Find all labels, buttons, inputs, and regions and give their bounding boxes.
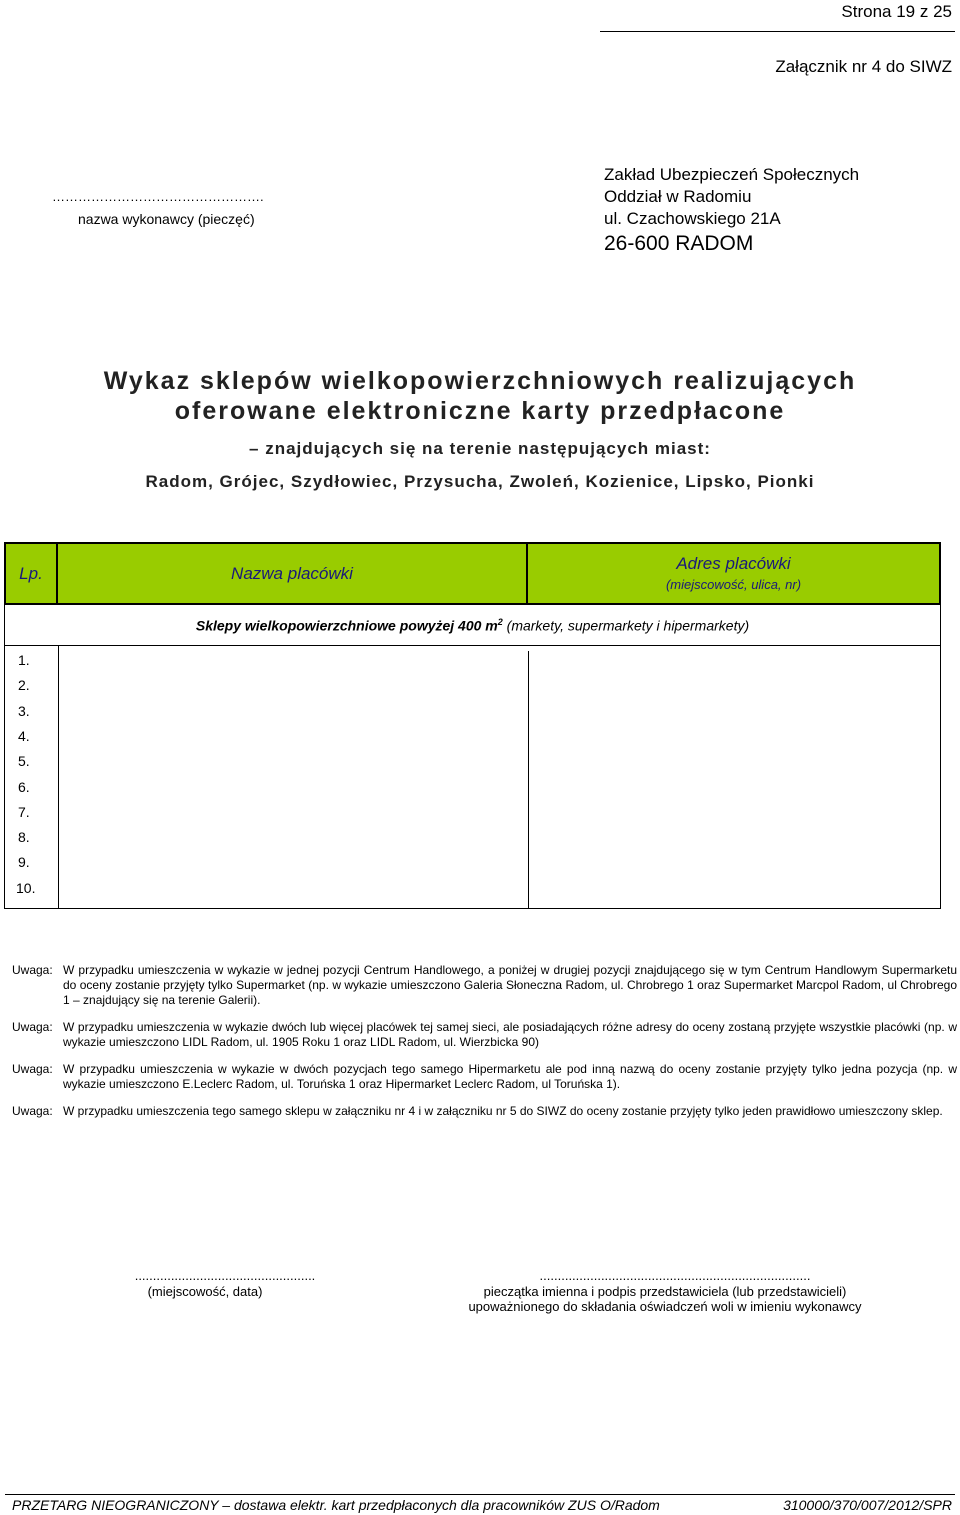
place-date-field: .................................................. <box>134 1268 316 1283</box>
contractor-label: nazwa wykonawcy (pieczęć) <box>78 211 255 227</box>
table-row <box>4 798 941 823</box>
table-row <box>4 697 941 722</box>
note-label: Uwaga: <box>12 963 53 977</box>
row-number: 7. <box>18 803 30 820</box>
footer-reference-number: 310000/370/007/2012/SPR <box>783 1497 952 1513</box>
table-body <box>4 646 941 909</box>
row-number: 8. <box>18 829 30 846</box>
note-label: Uwaga: <box>12 1020 53 1034</box>
row-number: 9. <box>18 854 30 871</box>
section-row <box>4 605 941 646</box>
column-header-name-label: Nazwa placówki <box>231 564 353 583</box>
table-row <box>4 773 941 798</box>
footer-rule <box>5 1494 955 1495</box>
note-text: W przypadku umieszczenia w wykazie dwóch lub więcej placówek tej samej sieci, ale posiadających różne adresy do oceny zostaną przyjęte wszystkie placówki (np. w wykazie umieszczono LIDL Radom, ul. 1905 Roku 1 oraz LIDL Radom, ul. Wierzbicka 90) <box>63 1020 957 1049</box>
recipient-line-1: Zakład Ubezpieczeń Społecznych <box>604 165 860 184</box>
table-row <box>4 747 941 772</box>
note-text: W przypadku umieszczenia tego samego sklepu w załączniku nr 4 i w załączniku nr 5 do SIWZ do oceny zostanie przyjęty tylko jeden prawidłowo umieszczony sklep. <box>63 1104 943 1118</box>
row-number: 3. <box>18 702 30 719</box>
section-title-bold: Sklepy wielkopowierzchniowe powyżej 400 m <box>195 617 498 634</box>
note-text: W przypadku umieszczenia w wykazie w jednej pozycji Centrum Handlowego, a poniżej w drugiej pozycji znajdującego się w tym Centrum Handlowym Supermarketu do oceny zostanie przyjęty tylko Supermarket (np. w wykazie umieszczono Galeria Słoneczna Radom, ul. Chrobrego 1 oraz Supermarket Marcpol Radom, ul Chrobrego 1 – znajdujący się na terenie Galerii). <box>63 963 957 1007</box>
annex-label: Załącznik nr 4 do SIWZ <box>775 57 952 76</box>
table-row <box>4 823 941 848</box>
table-bottom-border <box>4 908 941 909</box>
table-row <box>4 722 941 747</box>
document-title-cities: Radom, Grójec, Szydłowiec, Przysucha, Zwoleń, Kozienice, Lipsko, Pionki <box>145 472 815 491</box>
row-number: 4. <box>18 727 30 744</box>
row-number: 10. <box>16 879 36 896</box>
note-2 <box>12 1020 957 1050</box>
header-rule <box>600 31 955 32</box>
page-number: Strona 19 z 25 <box>841 2 952 21</box>
section-title-sup: 2 <box>497 617 503 627</box>
table-row <box>4 671 941 696</box>
document-title-line-2: oferowane elektroniczne karty przedpłacone <box>174 397 786 425</box>
row-number: 5. <box>18 753 30 770</box>
table-row <box>4 874 941 899</box>
note-text: W przypadku umieszczenia w wykazie w dwóch pozycjach tego samego Hipermarketu ale pod inną nazwą do oceny zostanie przyjęty tylko jedna pozycja (np. w wykazie umieszczono E.Leclerc Radom, ul. Toruńska 1 oraz Hipermarket Leclerc Radom, ul Toruńska 1). <box>63 1062 957 1091</box>
column-header-address-sub: (miejscowość, ulica, nr) <box>665 577 802 592</box>
recipient-line-3: ul. Czachowskiego 21A <box>604 209 781 228</box>
signature-label-2: upoważnionego do składania oświadczeń woli w imieniu wykonawcy <box>468 1299 862 1314</box>
place-date-label: (miejscowość, data) <box>147 1284 263 1299</box>
signature-field: ........................................................................... <box>539 1268 811 1283</box>
note-label: Uwaga: <box>12 1062 53 1076</box>
column-header-address <box>528 542 941 605</box>
note-label: Uwaga: <box>12 1104 53 1118</box>
recipient-line-2: Oddział w Radomiu <box>604 187 752 206</box>
document-title-line-3: – znajdujących się na terenie następujących miast: <box>249 439 711 458</box>
signature-label-1: pieczątka imienna i podpis przedstawiciela (lub przedstawicieli) <box>483 1284 847 1299</box>
column-header-lp <box>4 542 58 605</box>
document-title-line-1: Wykaz sklepów wielkopowierzchniowych realizujących <box>103 367 857 395</box>
table-row <box>4 646 941 671</box>
contractor-name-field: …………………………………………. <box>52 189 264 204</box>
note-3 <box>12 1062 957 1092</box>
row-number: 1. <box>18 652 30 668</box>
table-row <box>4 848 941 873</box>
row-number: 2. <box>18 677 30 694</box>
note-4 <box>12 1104 957 1119</box>
section-title <box>5 617 940 634</box>
column-header-name <box>58 542 528 605</box>
column-header-lp-label: Lp. <box>19 564 43 583</box>
note-1 <box>12 963 957 1008</box>
section-title-rest: (markety, supermarkety i hipermarkety) <box>502 617 750 634</box>
recipient-line-4: 26-600 RADOM <box>604 232 754 255</box>
row-number: 6. <box>18 778 30 795</box>
footer-tender-name: PRZETARG NIEOGRANICZONY – dostawa elektr. kart przedpłaconych dla pracowników ZUS O/Radom <box>12 1497 660 1513</box>
column-header-address-label: Adres placówki <box>676 554 791 573</box>
